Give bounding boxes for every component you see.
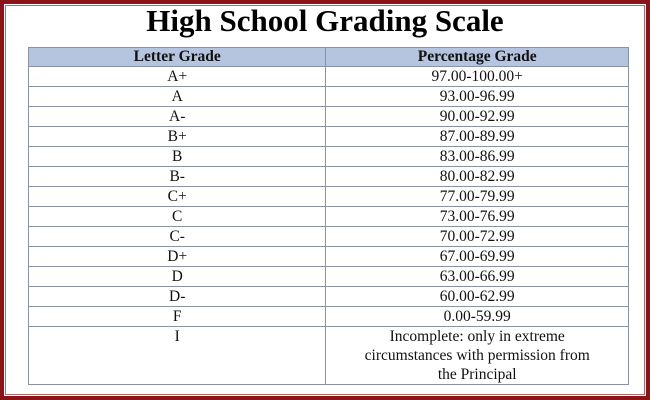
percentage-grade-cell: 77.00-79.99 [326, 187, 629, 207]
percentage-grade-cell: 90.00-92.99 [326, 107, 629, 127]
table-row [29, 307, 629, 327]
table-row [29, 247, 629, 267]
table-row [29, 187, 629, 207]
table-row [29, 167, 629, 187]
letter-grade-cell: D+ [29, 247, 326, 267]
letter-grade-cell: A [29, 87, 326, 107]
percentage-grade-cell: 80.00-82.99 [326, 167, 629, 187]
incomplete-note-line: Incomplete: only in extreme [389, 328, 565, 345]
percentage-grade-cell: 0.00-59.99 [326, 307, 629, 327]
letter-grade-cell: F [29, 307, 326, 327]
table-row [29, 87, 629, 107]
table-row [29, 207, 629, 227]
letter-grade-cell: C [29, 207, 326, 227]
letter-grade-cell: D- [29, 287, 326, 307]
letter-grade-cell: A- [29, 107, 326, 127]
table-row [29, 147, 629, 167]
table-header-row [29, 48, 629, 67]
percentage-grade-cell: 93.00-96.99 [326, 87, 629, 107]
table-row [29, 67, 629, 87]
letter-grade-cell: A+ [29, 67, 326, 87]
letter-grade-cell: C+ [29, 187, 326, 207]
incomplete-note-cell [326, 327, 629, 385]
letter-grade-cell: I [29, 327, 326, 385]
letter-grade-cell: B- [29, 167, 326, 187]
percentage-grade-cell: 70.00-72.99 [326, 227, 629, 247]
table-row [29, 227, 629, 247]
incomplete-row [29, 327, 629, 385]
incomplete-note-line: the Principal [437, 366, 517, 383]
letter-grade-header: Letter Grade [29, 48, 326, 67]
percentage-grade-cell: 97.00-100.00+ [326, 67, 629, 87]
letter-grade-cell: B [29, 147, 326, 167]
percentage-grade-cell: 83.00-86.99 [326, 147, 629, 167]
page-title: High School Grading Scale [146, 3, 504, 38]
grading-scale-table [28, 47, 629, 385]
percentage-grade-cell: 67.00-69.99 [326, 247, 629, 267]
percentage-grade-cell: 63.00-66.99 [326, 267, 629, 287]
letter-grade-cell: C- [29, 227, 326, 247]
table-row [29, 107, 629, 127]
percentage-grade-cell: 87.00-89.99 [326, 127, 629, 147]
percentage-grade-header: Percentage Grade [326, 48, 629, 67]
table-row [29, 127, 629, 147]
table-row [29, 287, 629, 307]
percentage-grade-cell: 73.00-76.99 [326, 207, 629, 227]
letter-grade-cell: B+ [29, 127, 326, 147]
percentage-grade-cell: 60.00-62.99 [326, 287, 629, 307]
table-body [29, 67, 629, 385]
letter-grade-cell: D [29, 267, 326, 287]
incomplete-note-line: circumstances with permission from [364, 347, 590, 364]
table-row [29, 267, 629, 287]
